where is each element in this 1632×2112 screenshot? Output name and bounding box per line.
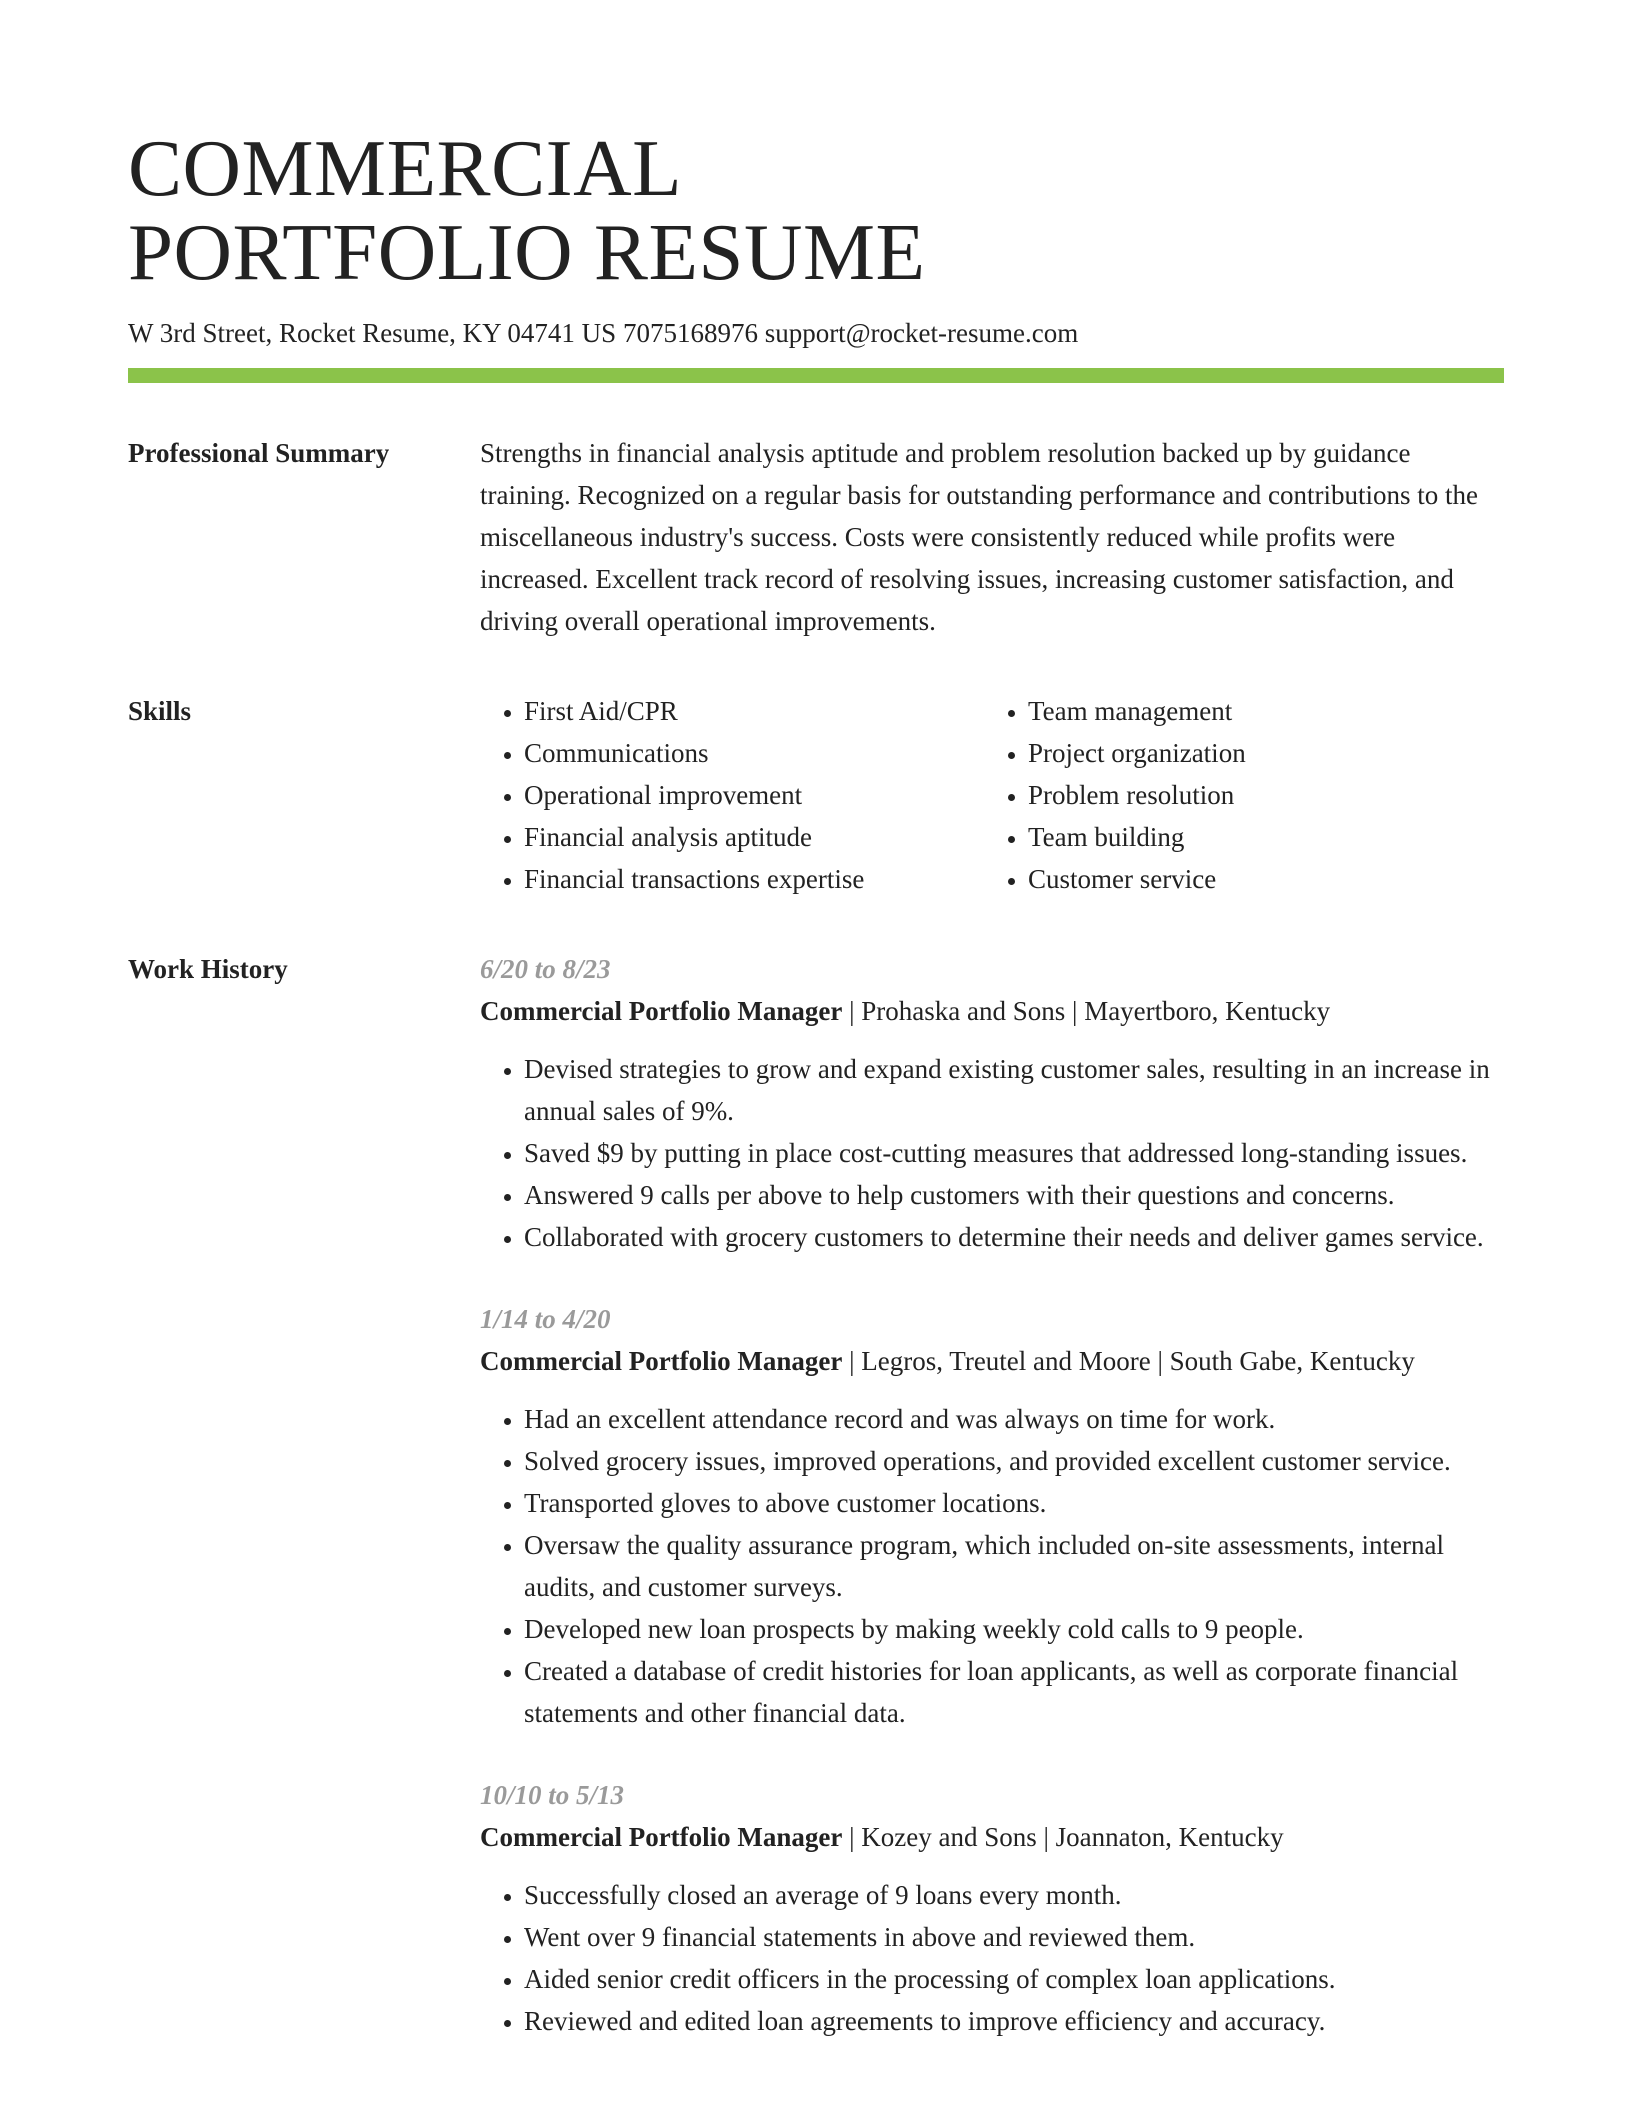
- job-bullet: • Reviewed and edited loan agreements to improve efficiency and accuracy.: [524, 2000, 1504, 2042]
- job-bullet: • Went over 9 financial statements in above and reviewed them.: [524, 1916, 1504, 1958]
- job-heading: [480, 1816, 1504, 1858]
- job-entry: [480, 1298, 1504, 1734]
- job-bullet: • Saved $9 by putting in place cost-cutting measures that addressed long-standing issues.: [524, 1132, 1504, 1174]
- job-heading: [480, 990, 1504, 1032]
- work-history-heading: Work History: [128, 954, 288, 984]
- job-bullet: • Had an excellent attendance record and was always on time for work.: [524, 1398, 1504, 1440]
- job-bullet: • Answered 9 calls per above to help customers with their questions and concerns.: [524, 1174, 1504, 1216]
- skill-item: • Team building: [1028, 816, 1488, 858]
- skill-item: • Financial analysis aptitude: [524, 816, 984, 858]
- job-bullet: • Transported gloves to above customer locations.: [524, 1482, 1504, 1524]
- skill-item: • Customer service: [1028, 858, 1488, 900]
- job-bullet: • Oversaw the quality assurance program, which included on-site assessments, internal audits, and customer surveys.: [524, 1524, 1504, 1608]
- skills-column-right: [984, 690, 1488, 900]
- skill-item: • Team management: [1028, 690, 1488, 732]
- skill-item: • Problem resolution: [1028, 774, 1488, 816]
- title-line-1: COMMERCIAL: [128, 123, 683, 213]
- job-bullet: • Devised strategies to grow and expand existing customer sales, resulting in an increase in annual sales of 9%.: [524, 1048, 1504, 1132]
- summary-text: Strengths in financial analysis aptitude and problem resolution backed up by guidance training. Recognized on a regular basis for outstanding performance and contributions to the miscellaneous industry's success. Costs were consistently reduced while profits were increased. Excellent track record of resolving issues, increasing customer satisfaction, and driving overall operational improvements.: [480, 438, 1478, 636]
- job-dates: 6/20 to 8/23: [480, 954, 611, 984]
- job-title: Commercial Portfolio Manager: [480, 996, 843, 1026]
- job-bullet: • Successfully closed an average of 9 loans every month.: [524, 1874, 1504, 1916]
- job-company-location: | Kozey and Sons | Joannaton, Kentucky: [842, 1822, 1284, 1852]
- job-title: Commercial Portfolio Manager: [480, 1346, 843, 1376]
- job-dates: 10/10 to 5/13: [480, 1780, 625, 1810]
- skills-heading: Skills: [128, 696, 192, 726]
- job-bullet: • Created a database of credit histories for loan applicants, as well as corporate financial statements and other financial data.: [524, 1650, 1504, 1734]
- resume-page: [128, 0, 1504, 2042]
- job-bullet: • Developed new loan prospects by making weekly cold calls to 9 people.: [524, 1608, 1504, 1650]
- job-title: Commercial Portfolio Manager: [480, 1822, 843, 1852]
- work-history-section: [128, 948, 1504, 2042]
- job-company-location: | Legros, Treutel and Moore | South Gabe, Kentucky: [842, 1346, 1415, 1376]
- job-heading: [480, 1340, 1504, 1382]
- job-company-location: | Prohaska and Sons | Mayertboro, Kentucky: [842, 996, 1331, 1026]
- skill-item: • Operational improvement: [524, 774, 984, 816]
- title-line-2: PORTFOLIO RESUME: [128, 207, 926, 297]
- job-bullet: • Collaborated with grocery customers to determine their needs and deliver games service.: [524, 1216, 1504, 1258]
- job-dates: 1/14 to 4/20: [480, 1304, 611, 1334]
- job-entry: [480, 1774, 1504, 2042]
- skill-item: • Communications: [524, 732, 984, 774]
- job-bullets: [480, 1398, 1504, 1734]
- resume-title: [128, 0, 1504, 297]
- job-entry: [480, 948, 1504, 1258]
- summary-heading: Professional Summary: [128, 438, 390, 468]
- skill-item: • Project organization: [1028, 732, 1488, 774]
- job-bullet: • Solved grocery issues, improved operations, and provided excellent customer service.: [524, 1440, 1504, 1482]
- skills-grid: [480, 690, 1504, 900]
- skills-section: [128, 690, 1504, 900]
- skill-item: • Financial transactions expertise: [524, 858, 984, 900]
- job-bullets: [480, 1874, 1504, 2042]
- contact-info: W 3rd Street, Rocket Resume, KY 04741 US 7075168976 support@rocket-resume.com: [128, 318, 1079, 348]
- job-bullet: • Aided senior credit officers in the processing of complex loan applications.: [524, 1958, 1504, 2000]
- skills-column-left: [480, 690, 984, 900]
- header-divider: [128, 368, 1504, 383]
- summary-section: [128, 432, 1504, 642]
- job-bullets: [480, 1048, 1504, 1258]
- skill-item: • First Aid/CPR: [524, 690, 984, 732]
